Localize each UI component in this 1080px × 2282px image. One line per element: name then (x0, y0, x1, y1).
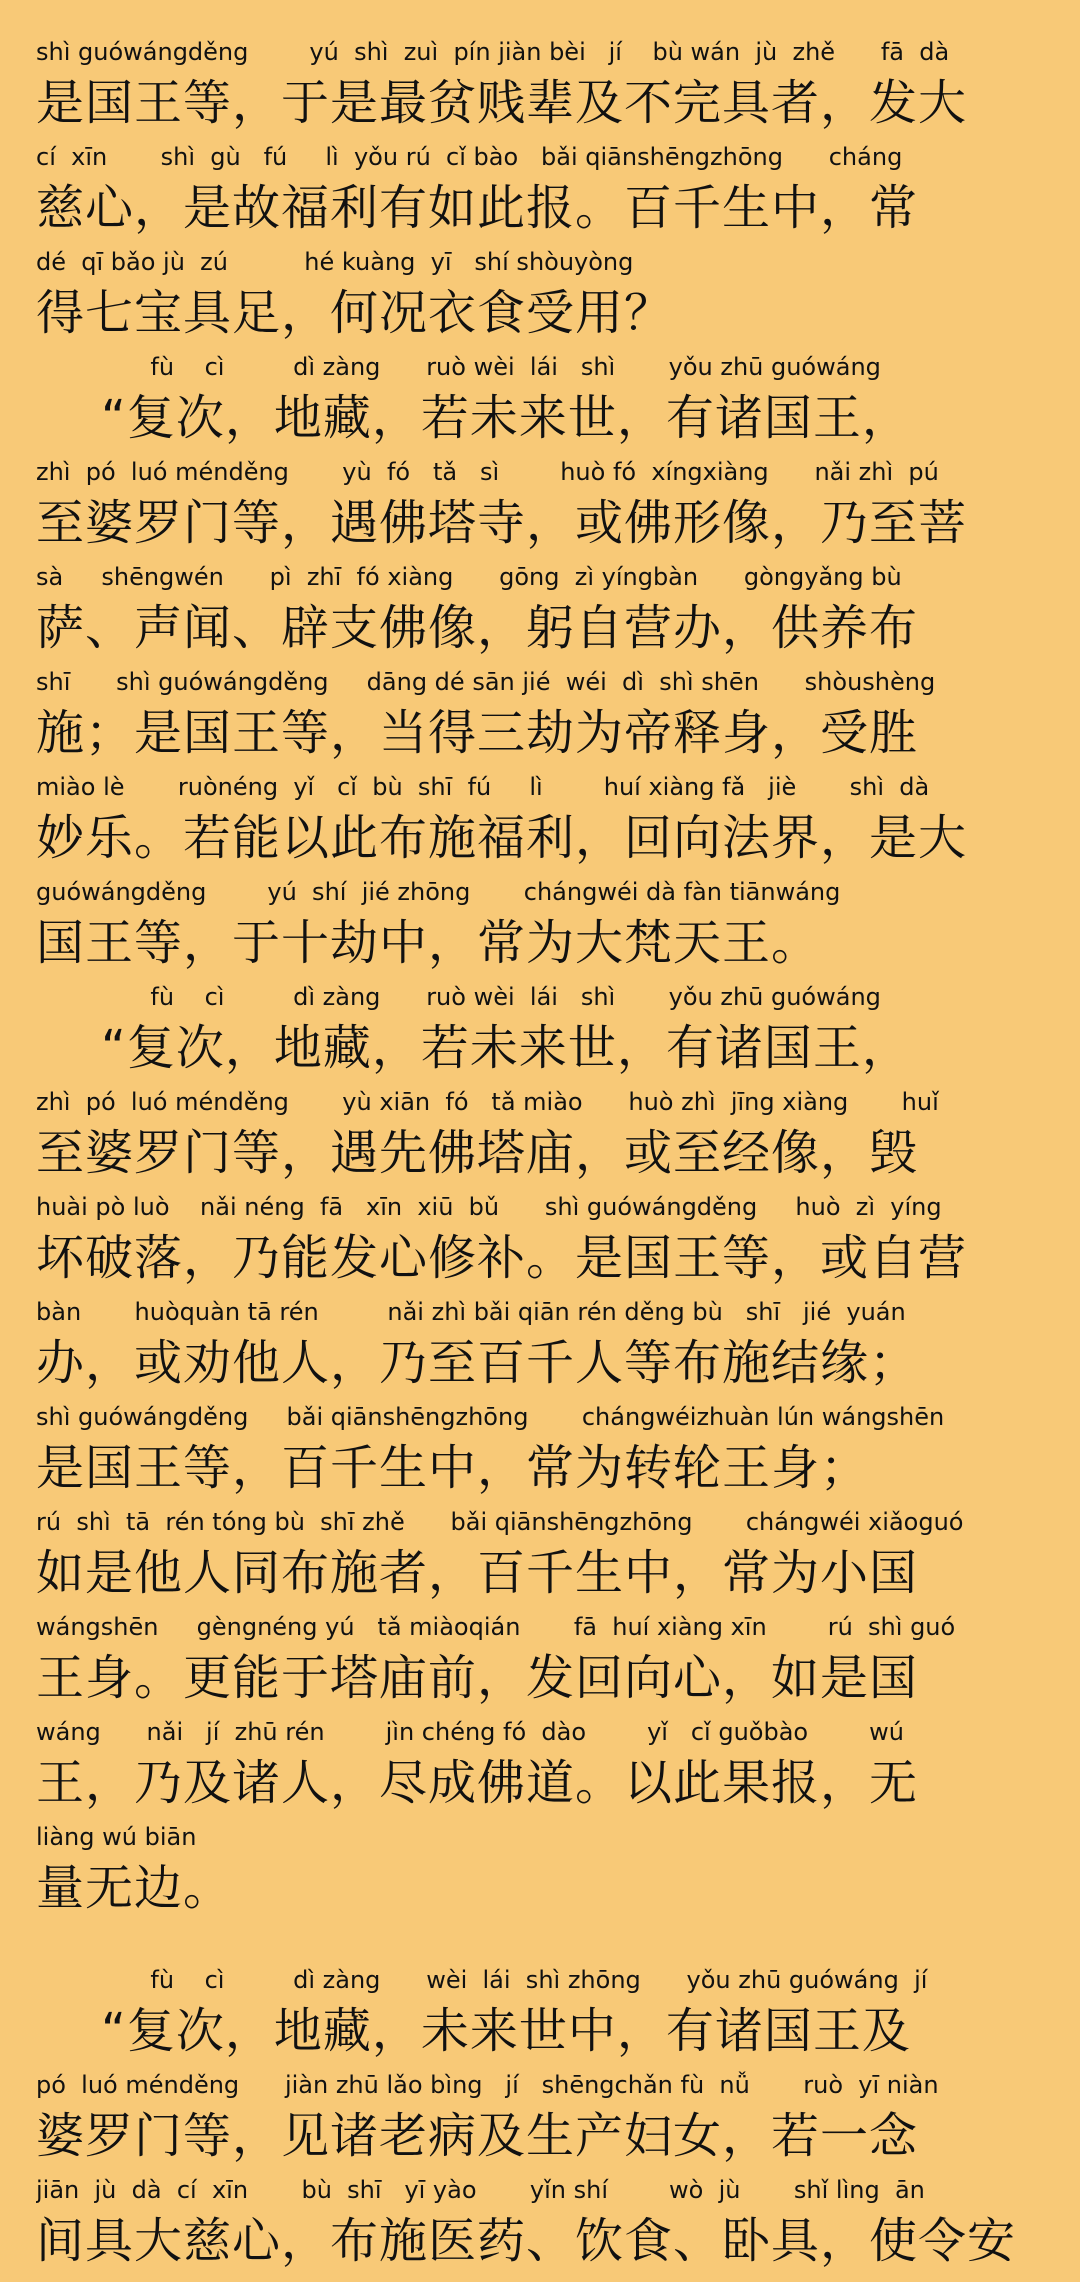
pinyin-text: fù cì dì zàng ruò wèi lái shì yǒu zhū guówáng (36, 353, 881, 381)
text-line (36, 34, 1046, 139)
text-line (36, 139, 1046, 244)
pinyin-text: miào lè ruònéng yǐ cǐ bù shī fú lì huí xiàng fǎ jiè shì dà (36, 773, 930, 801)
pinyin-text: huài pò luò nǎi néng fā xīn xiū bǔ shì guówángděng huò zì yíng (36, 1193, 942, 1221)
text-line (36, 1504, 1046, 1609)
text-line (36, 244, 1046, 349)
pinyin-text: cí xīn shì gù fú lì yǒu rú cǐ bào bǎi qiānshēngzhōng cháng (36, 143, 903, 171)
text-line (36, 2067, 1046, 2172)
hanzi-text: 王，乃及诸人，尽成佛道。以此果报，无 (36, 1755, 919, 1811)
hanzi-text: 国王等，于十劫中，常为大梵天王。 (36, 915, 821, 971)
pinyin-text: wángshēn gèngnéng yú tǎ miàoqián fā huí xiàng xīn rú shì guó (36, 1613, 956, 1641)
text-line (36, 1084, 1046, 1189)
hanzi-text: 间具大慈心，布施医药、饮食、卧具，使令安 (36, 2213, 1017, 2269)
pinyin-text: pó luó ménděng jiàn zhū lǎo bìng jí shēngchǎn fù nǚ ruò yī niàn (36, 2071, 939, 2099)
hanzi-text: “复次，地藏，若未来世，有诸国王， (36, 1020, 911, 1076)
pinyin-text: liàng wú biān (36, 1823, 197, 1851)
pinyin-text: dé qī bǎo jù zú hé kuàng yī shí shòuyòng (36, 248, 634, 276)
pinyin-text: bàn huòquàn tā rén nǎi zhì bǎi qiān rén děng bù shī jié yuán (36, 1298, 906, 1326)
scripture-text (36, 34, 1046, 2277)
hanzi-text: 慈心，是故福利有如此报。百千生中，常 (36, 180, 919, 236)
hanzi-text: 萨、声闻、辟支佛像，躬自营办，供养布 (36, 600, 919, 656)
pinyin-text: fù cì dì zàng ruò wèi lái shì yǒu zhū guówáng (36, 983, 881, 1011)
hanzi-text: 量无边。 (36, 1860, 233, 1916)
hanzi-text: 妙乐。若能以此布施福利，回向法界，是大 (36, 810, 968, 866)
text-line (36, 1189, 1046, 1294)
hanzi-text: 是国王等，于是最贫贱辈及不完具者，发大 (36, 75, 968, 131)
hanzi-text: 得七宝具足，何况衣食受用？ (36, 285, 674, 341)
text-line (36, 1399, 1046, 1504)
text-line (36, 559, 1046, 664)
text-line (36, 769, 1046, 874)
text-line (36, 1962, 1046, 2067)
text-line (36, 1714, 1046, 1819)
paragraph-2 (36, 349, 1046, 979)
text-line (36, 664, 1046, 769)
paragraph-1 (36, 34, 1046, 349)
text-line (36, 349, 1046, 454)
hanzi-text: 至婆罗门等，遇佛塔寺，或佛形像，乃至菩 (36, 495, 968, 551)
pinyin-text: fù cì dì zàng wèi lái shì zhōng yǒu zhū guówáng jí (36, 1966, 928, 1994)
pinyin-text: sà shēngwén pì zhī fó xiàng gōng zì yíngbàn gòngyǎng bù (36, 563, 902, 591)
hanzi-text: 办，或劝他人，乃至百千人等布施结缘； (36, 1335, 919, 1391)
hanzi-text: 施；是国王等，当得三劫为帝释身，受胜 (36, 705, 919, 761)
pinyin-text: rú shì tā rén tóng bù shī zhě bǎi qiānshēngzhōng chángwéi xiǎoguó (36, 1508, 964, 1536)
pinyin-text: jiān jù dà cí xīn bù shī yī yào yǐn shí wò jù shǐ lìng ān (36, 2176, 925, 2204)
paragraph-gap (36, 1924, 1046, 1962)
pinyin-text: shī shì guówángděng dāng dé sān jié wéi dì shì shēn shòushèng (36, 668, 936, 696)
pinyin-text: shì guówángděng bǎi qiānshēngzhōng chángwéizhuàn lún wángshēn (36, 1403, 945, 1431)
pinyin-text: guówángděng yú shí jié zhōng chángwéi dà fàn tiānwáng (36, 878, 841, 906)
pinyin-text: shì guówángděng yú shì zuì pín jiàn bèi jí bù wán jù zhě fā dà (36, 38, 950, 66)
text-line (36, 2172, 1046, 2277)
hanzi-text: “复次，地藏，若未来世，有诸国王， (36, 390, 911, 446)
hanzi-text: 是国王等，百千生中，常为转轮王身； (36, 1440, 870, 1496)
text-line (36, 1819, 1046, 1924)
paragraph-3 (36, 979, 1046, 1924)
text-line (36, 1609, 1046, 1714)
hanzi-text: “复次，地藏，未来世中，有诸国王及 (36, 2003, 911, 2059)
pinyin-text: zhì pó luó ménděng yù xiān fó tǎ miào huò zhì jīng xiàng huǐ (36, 1088, 939, 1116)
text-line (36, 874, 1046, 979)
pinyin-text: zhì pó luó ménděng yù fó tǎ sì huò fó xíngxiàng nǎi zhì pú (36, 458, 939, 486)
hanzi-text: 王身。更能于塔庙前，发回向心，如是国 (36, 1650, 919, 1706)
hanzi-text: 至婆罗门等，遇先佛塔庙，或至经像，毁 (36, 1125, 919, 1181)
hanzi-text: 如是他人同布施者，百千生中，常为小国 (36, 1545, 919, 1601)
pinyin-text: wáng nǎi jí zhū rén jìn chéng fó dào yǐ cǐ guǒbào wú (36, 1718, 904, 1746)
hanzi-text: 婆罗门等，见诸老病及生产妇女，若一念 (36, 2108, 919, 2164)
text-line (36, 454, 1046, 559)
text-line (36, 979, 1046, 1084)
paragraph-4 (36, 1962, 1046, 2277)
hanzi-text: 坏破落，乃能发心修补。是国王等，或自营 (36, 1230, 968, 1286)
text-line (36, 1294, 1046, 1399)
